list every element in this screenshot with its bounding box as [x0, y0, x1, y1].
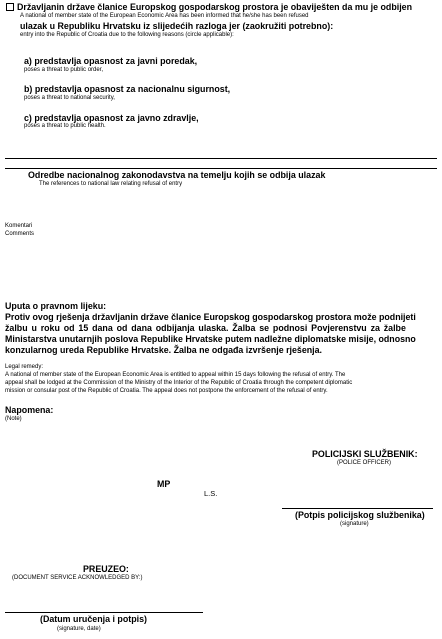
legal-ref-label: Odredbe nacionalnog zakonodavstva na temelju kojih se odbija ulazak [28, 170, 326, 180]
officer-signature-en: (signature) [340, 521, 369, 527]
remedy-en-heading: Legal remedy: [5, 364, 44, 370]
remedy-heading: Uputa o pravnom lijeku: [5, 301, 107, 311]
remedy-line-4: konzularnog ureda Republike Hrvatske. Žalba ne odgađa izvršenje rješenja. [5, 345, 323, 355]
divider-line [5, 158, 437, 159]
header-title-line1 [6, 2, 412, 12]
reason-b[interactable]: b) predstavlja opasnost za nacionalnu sigurnost, [24, 84, 231, 94]
legal-ref-input-line[interactable] [5, 168, 437, 169]
remedy-en-line-1: A national of member state of the European Economic Area is entitled to appeal within 15 days following the refusal of entry. The [5, 372, 346, 378]
delivery-signature-en: (signature, date) [57, 626, 101, 632]
received-label: PREUZEO: [83, 564, 129, 574]
checkbox-icon[interactable] [6, 3, 14, 11]
stamp-ls: L.S. [204, 489, 218, 498]
reason-a-en: poses a threat to public order, [24, 67, 104, 73]
remedy-line-1: Protiv ovog rješenja državljanin države članice Europskog gospodarskog prostora može podnijeti [5, 312, 416, 322]
remedy-en-line-2: appeal shall be lodged at the Commission of the Ministry of the Interior of the Republic of Croatia through the competent diplomatic [5, 380, 353, 386]
comments-en: Comments [5, 231, 35, 237]
remedy-line-2: žalbu u roku od 15 dana od dana odbijanja ulaska. Žalba se podnosi Povjerenstvu za žalbe [5, 323, 406, 333]
reason-a[interactable]: a) predstavlja opasnost za javni poredak, [24, 56, 198, 66]
officer-signature-line[interactable] [282, 508, 433, 509]
header-title-line2: ulazak u Republiku Hrvatsku iz slijedećih razloga jer (zaokružiti potrebno): [20, 21, 334, 31]
header-title-en: A national of member state of the European Economic Area has been informed that he/she has been refused [20, 13, 309, 19]
officer-en: (POLICE OFFICER) [337, 460, 392, 466]
note-label: Napomena: [5, 405, 54, 415]
header-title-text: Državljanin države članice Europskog gospodarskog prostora je obaviješten da mu je odbijen [17, 2, 413, 12]
comments-label: Komentari [5, 223, 33, 229]
stamp-mp: MP [157, 479, 171, 489]
legal-ref-en: The references to national law relating refusal of entry [39, 181, 183, 187]
remedy-line-3: Ministarstva unutarnjih poslova Republike Hrvatske putem nadležne diplomatske misije, odnosno [5, 334, 416, 344]
delivery-signature-line[interactable] [5, 612, 203, 613]
reason-c[interactable]: c) predstavlja opasnost za javno zdravlje, [24, 113, 199, 123]
received-en: (DOCUMENT SERVICE ACKNOWLEDGED BY:) [12, 575, 143, 581]
note-en: (Note) [5, 416, 22, 422]
officer-signature-label: (Potpis policijskog službenika) [295, 510, 425, 520]
header-title-en2: entry into the Republic of Croatia due to the following reasons (circle applicable): [20, 32, 234, 38]
remedy-en-line-3: mission or consular post of the Republic of Croatia. The appeal does not postpone the enforcement of the refusal of entry. [5, 388, 328, 394]
delivery-signature-label: (Datum uručenja i potpis) [40, 614, 147, 624]
reason-b-en: poses a threat to national security, [24, 95, 115, 101]
officer-label: POLICIJSKI SLUŽBENIK: [312, 449, 418, 459]
reason-c-en: poses a threat to public health. [24, 123, 106, 129]
